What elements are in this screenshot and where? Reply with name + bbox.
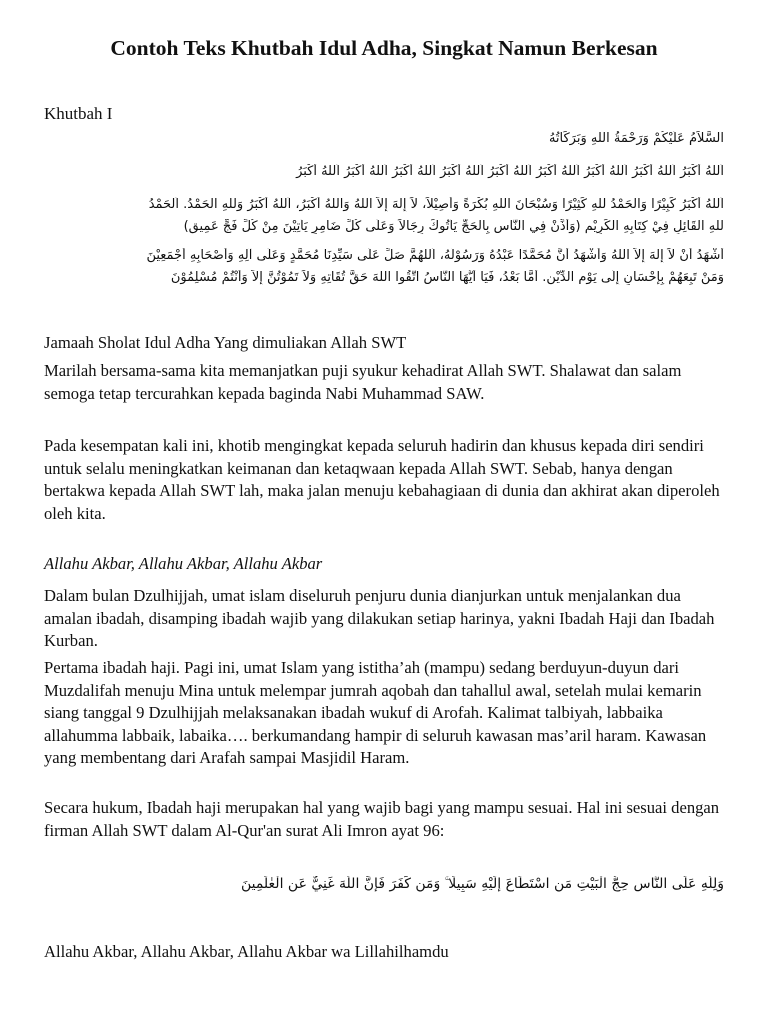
arabic-line-4: للهِ الْقَائِلِ فِيْ كِتَابِهِ الْكَرِيْمِ (وَأَذِّنْ فِي النَّاسِ بِالْحَجِّ يَأْتُوكَ رِجَالاً وَعَلَى كُلِّ ضَامِرٍ يَأْتِيْنَ مِنْ كُلِّ فَجٍّ عَمِيقٍ) — [183, 219, 724, 234]
paragraph-2: Pada kesempatan kali ini, khotib mengingkat kepada seluruh hadirin dan khusus kepada diri sendiri untuk selalu meningkatkan keimanan dan ketaqwaan kepada Allah SWT. Sebab, hanya dengan bertakwa kepada Allah SWT lah, maka jalan menuju kebahagiaan di dunia dan akhirat akan diperoleh oleh kita. — [44, 436, 720, 523]
arabic-line-2: اَللهُ أَكْبَرُ اَللهُ أَكْبَرُ اَللهُ أَكْبَرُ اَللهُ أَكْبَرُ اَللهُ أَكْبَرُ اَللهُ أَكْبَرُ اَللهُ أَكْبَرُ اَللهُ أَكْبَرُ اَللهُ أَكْبَرُ — [296, 164, 724, 179]
closing-takbir: Allahu Akbar, Allahu Akbar, Allahu Akbar wa Lillahilhamdu — [44, 942, 449, 961]
arabic-line-5: أَشْهَدُ أَنْ لاَ إِلٰهَ إِلاَّ اللهُ وَأَشْهَدُ أَنَّ مُحَمَّدًا عَبْدُهُ وَرَسُوْلُهُ، اَللّٰهُمَّ صَلِّ عَلَى سَيِّدِنَا مُحَمَّدٍ وَعَلَى آلِهِ وَأَصْحَابِهِ أَجْمَعِيْنَ — [146, 248, 724, 263]
arabic-verse: وَلِلّٰهِ عَلَى النَّاسِ حِجُّ الْبَيْتِ مَنِ اسْتَطَاعَ إِلَيْهِ سَبِيلًا ۚ وَمَن كَفَرَ فَإِنَّ اللّٰهَ غَنِيٌّ عَنِ الْعٰلَمِينَ — [240, 876, 724, 892]
paragraph-4: Pertama ibadah haji. Pagi ini, umat Islam yang istitha’ah (mampu) sedang berduyun-duyun dari Muzdalifah menuju Mina untuk melempar jumrah aqobah dan tahallul awal, setelah mulai kemarin siang tanggal 9 Dzulhijjah melaksanakan ibadah wukuf di Arofah. Kalimat talbiyah, labbaika allahumma labbaik, labaika…. berkumandang hampir di seluruh kawasan mas’aril haram. Kawasan yang membentang dari Arafah sampai Masjidil Haram. — [44, 658, 707, 767]
arabic-line-1: السَّلاَمُ عَلَيْكُمْ وَرَحْمَةُ اللهِ وَبَرَكَاتُهُ — [548, 131, 724, 146]
document-title: Contoh Teks Khutbah Idul Adha, Singkat Namun Berkesan — [110, 36, 658, 60]
section-label: Khutbah I — [44, 104, 113, 123]
paragraph-3: Dalam bulan Dzulhijjah, umat islam diseluruh penjuru dunia dianjurkan untuk menjalankan dua amalan ibadah, disamping ibadah wajib yang dilakukan setiap harinya, yakni Ibadah Haji dan Ibadah Kurban. — [44, 586, 715, 650]
heading-jamaah: Jamaah Sholat Idul Adha Yang dimuliakan Allah SWT — [44, 333, 407, 352]
takbir-italic: Allahu Akbar, Allahu Akbar, Allahu Akbar — [44, 554, 323, 573]
arabic-line-3: اَللهُ أَكْبَرُ كَبِيْرًا وَالْحَمْدُ للهِ كَثِيْرًا وَسُبْحَانَ اللهِ بُكْرَةً وَأَصِيْلاً، لاَ إِلٰهَ إِلاَّ اللهُ وَاللهُ أَكْبَرُ، اَللهُ أَكْبَرُ وَللهِ الْحَمْدُ. اَلْحَمْدُ — [148, 197, 724, 212]
arabic-line-6: وَمَنْ تَبِعَهُمْ بِإِحْسَانٍ إِلَى يَوْمِ الدِّيْنِ. أَمَّا بَعْدُ، فَيَا أَيُّهَا النَّاسُ اتَّقُوا اللهَ حَقَّ تُقَاتِهِ وَلاَ تَمُوْتُنَّ إِلاَّ وَأَنْتُمْ مُسْلِمُوْنَ — [170, 270, 724, 285]
paragraph-5: Secara hukum, Ibadah haji merupakan hal yang wajib bagi yang mampu sesuai. Hal ini sesuai dengan firman Allah SWT dalam Al-Qur'an surat Ali Imron ayat 96: — [44, 798, 720, 840]
paragraph-1: Marilah bersama-sama kita memanjatkan puji syukur kehadirat Allah SWT. Shalawat dan salam semoga tetap tercurahkan kepada baginda Nabi Muhammad SAW. — [44, 361, 682, 403]
